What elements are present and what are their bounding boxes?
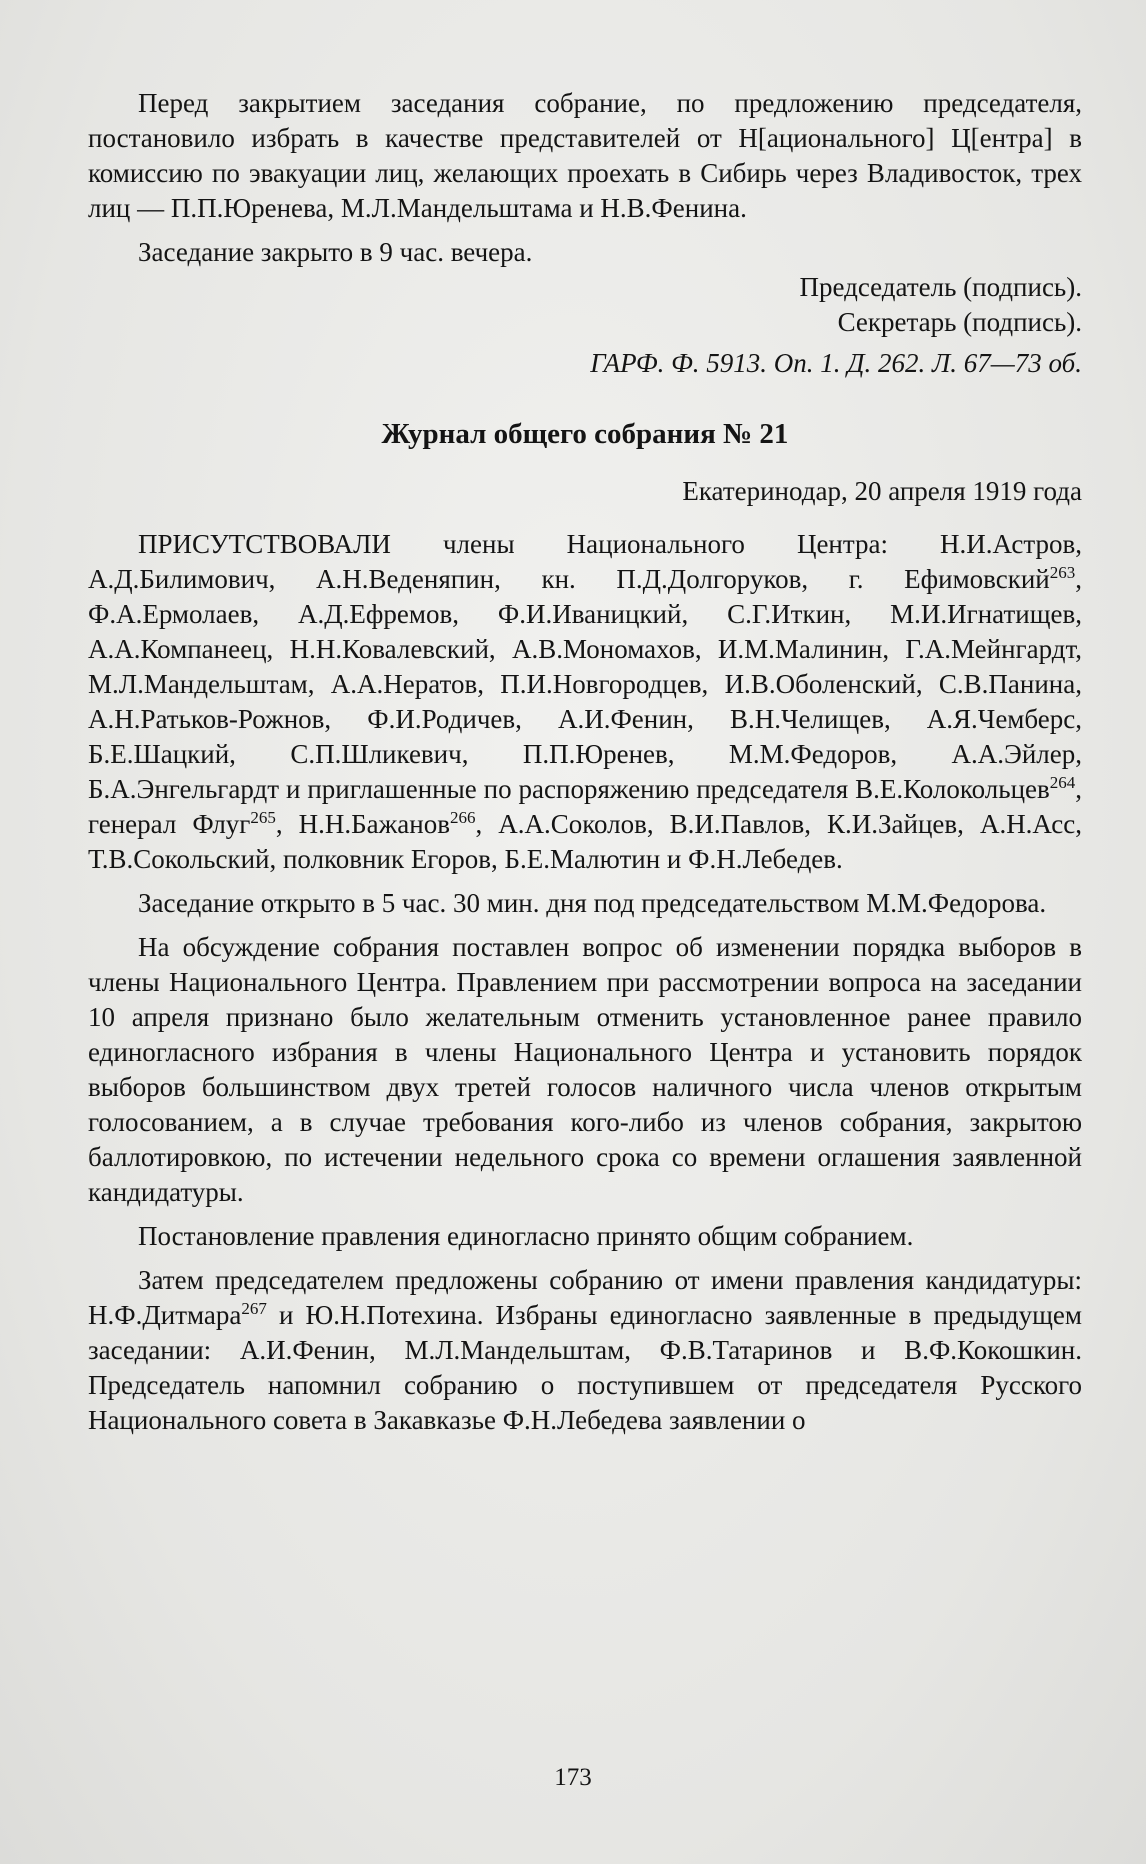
attendees-text-5: , А.А.Соколов, В.И.Павлов, К.И.Зайцев, А.Н.Асс, Т.В.Сокольский, полковник Егоров, Б.Е.Малютин и Ф.Н.Лебедев.: [88, 809, 1082, 874]
attendees-text-4: , Н.Н.Бажанов: [275, 809, 450, 839]
closing-paragraph: Перед закрытием заседания собрание, по предложению председателя, постановило избрать в качестве представителей от Н[ационального] Ц[ентра] в комиссию по эвакуации лиц, желающих проехать в Сибирь через Владивосток, трех лиц — П.П.Юренева, М.Л.Мандельштама и Н.В.Фенина.: [88, 88, 1082, 223]
candidates-paragraph: [88, 1263, 1082, 1438]
archive-reference: ГАРФ. Ф. 5913. Оп. 1. Д. 262. Л. 67—73 об.: [590, 348, 1082, 378]
page-number: 173: [554, 1764, 592, 1791]
resolution-paragraph: Постановление правления единогласно принято общим собранием.: [138, 1221, 914, 1251]
text-column: [88, 86, 1082, 1438]
journal-heading: Журнал общего собрания № 21: [381, 418, 789, 450]
attendees-paragraph: [88, 527, 1082, 877]
session-opened-note: Заседание открыто в 5 час. 30 мин. дня под председательством М.М.Федорова.: [138, 888, 1047, 918]
attendees-text-1: ПРИСУТСТВОВАЛИ члены Национального Центра: Н.И.Астров, А.Д.Билимович, А.Н.Веденяпин, кн. П.Д.Долгоруков, г. Ефимовский: [88, 529, 1082, 594]
attendees-text-3: , генерал Флуг: [88, 774, 1082, 839]
candidates-text-1: Затем председателем предложены собранию от имени правления кандидатуры: Н.Ф.Дитмара: [88, 1265, 1082, 1330]
footnote-ref-265: 265: [250, 808, 276, 827]
place-date: Екатеринодар, 20 апреля 1919 года: [682, 476, 1082, 506]
candidates-text-2: и Ю.Н.Потехина. Избраны единогласно заявленные в предыдущем заседании: А.И.Фенин, М.Л.Мандельштам, Ф.В.Татаринов и В.Ф.Кокошкин. Председатель напомнил собранию о поступившем от председателя Русского Национального совета в Закавказье Ф.Н.Лебедева заявлении о: [88, 1300, 1082, 1435]
secretary-signature: Секретарь (подпись).: [837, 307, 1082, 337]
footnote-ref-266: 266: [449, 808, 476, 827]
attendees-text-2: , Ф.А.Ермолаев, А.Д.Ефремов, Ф.И.Иваницкий, С.Г.Иткин, М.И.Игнатищев, А.А.Компанеец, Н.Н.Ковалевский, А.В.Мономахов, И.М.Малинин, Г.А.Мейнгардт, М.Л.Мандельштам, А.А.Нератов, П.И.Новгородцев, И.В.Оболенский, С.В.Панина, А.Н.Ратьков-Рожнов, Ф.И.Родичев, А.И.Фенин, В.Н.Челищев, А.Я.Чемберс, Б.Е.Шацкий, С.П.Шликевич, П.П.Юренев, М.М.Федоров, А.А.Эйлер, Б.А.Энгельгардт и приглашенные по распоряжению председателя В.Е.Колокольцев: [88, 564, 1082, 804]
session-closed-note: Заседание закрыто в 9 час. вечера.: [138, 237, 533, 267]
discussion-paragraph: На обсуждение собрания поставлен вопрос об изменении порядка выборов в члены Национального Центра. Правлением при рассмотрении вопроса на заседании 10 апреля признано было желательным отменить установленное ранее правило единогласного избрания в члены Национального Центра и установить порядок выборов большинством двух третей голосов наличного числа членов открытым голосованием, а в случае требования кого-либо из членов собрания, закрытою баллотировкою, по истечении недельного срока со времени оглашения заявленной кандидатуры.: [88, 932, 1082, 1207]
chairman-signature: Председатель (подпись).: [799, 272, 1082, 302]
footnote-ref-263: 263: [1049, 563, 1076, 582]
footnote-ref-264: 264: [1049, 773, 1076, 792]
footnote-ref-267: 267: [241, 1299, 267, 1318]
